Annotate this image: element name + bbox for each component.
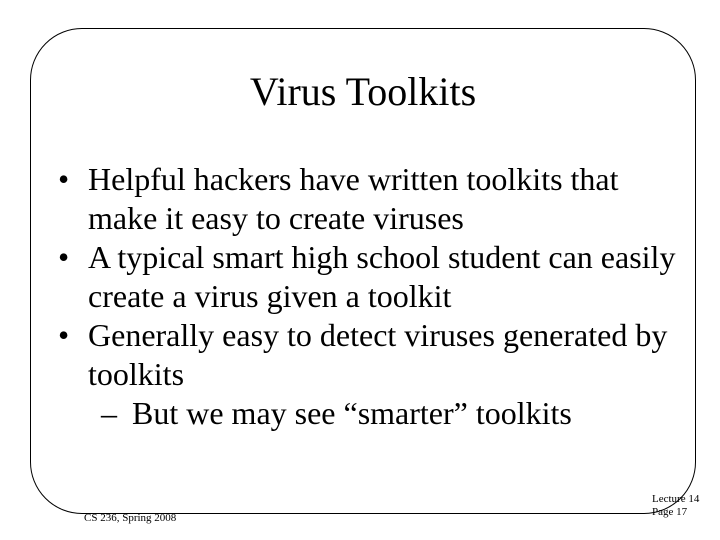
course-footer: CS 236, Spring 2008 <box>84 512 177 524</box>
bullet-list <box>58 160 688 433</box>
page-number: Page 17 <box>652 506 688 518</box>
bullet-item <box>58 160 688 238</box>
dash-icon: – <box>101 395 117 431</box>
bullet-item <box>58 238 688 316</box>
bullet-text: Helpful hackers have written toolkits that make it easy to create viruses <box>88 161 619 236</box>
lecture-number: Lecture 14 <box>652 493 700 505</box>
bullet-text: A typical smart high school student can easily create a virus given a toolkit <box>88 239 676 314</box>
bullet-dot-icon: • <box>58 239 70 275</box>
sub-bullet-text: But we may see “smarter” toolkits <box>132 395 572 431</box>
bullet-dot-icon: • <box>58 161 70 197</box>
slide-title: Virus Toolkits <box>249 69 477 114</box>
bullet-item <box>58 316 688 394</box>
page-footer <box>652 493 699 519</box>
bullet-dot-icon: • <box>58 317 70 353</box>
bullet-text: Generally easy to detect viruses generated by toolkits <box>88 317 668 392</box>
sub-bullet-item <box>58 394 688 433</box>
